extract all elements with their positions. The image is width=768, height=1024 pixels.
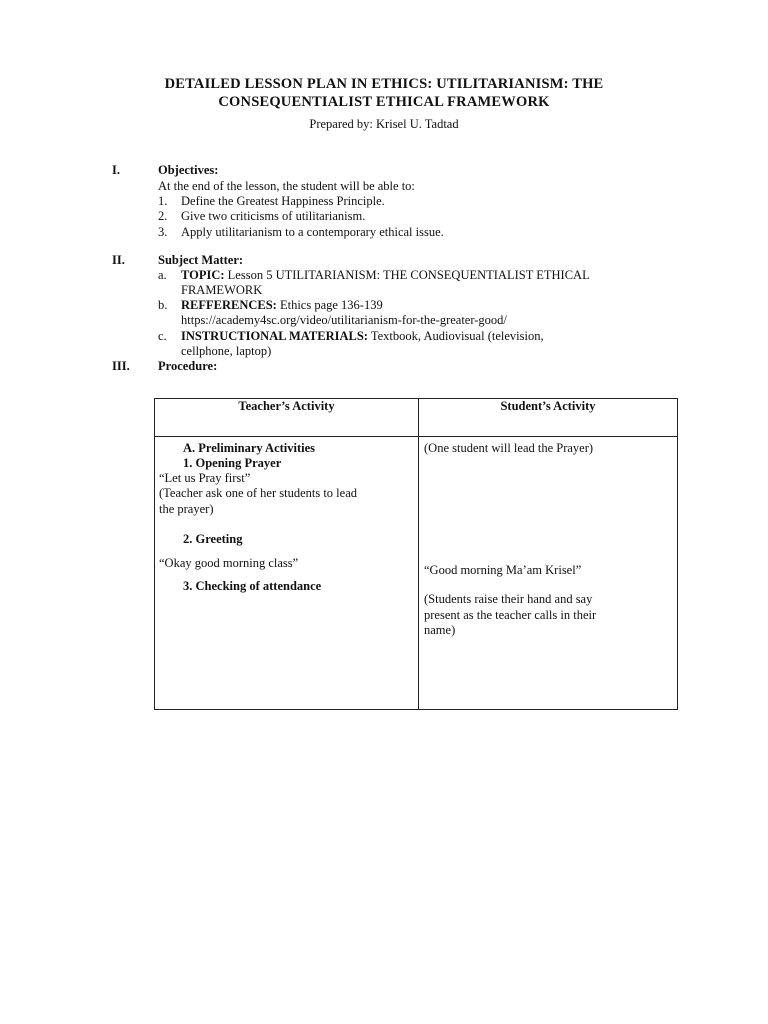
objective-item <box>158 225 444 241</box>
student-activity-cell <box>419 437 678 710</box>
table-row <box>155 437 678 710</box>
procedure-table <box>154 398 678 710</box>
student-prayer: (One student will lead the Prayer) <box>424 441 594 455</box>
topic-row <box>158 268 590 284</box>
objectives-numeral: I. <box>112 163 120 177</box>
teacher-activity-label: Teacher’s Activity <box>238 399 335 413</box>
subject-matter-numeral: II. <box>112 253 125 267</box>
greeting: 2. Greeting <box>183 532 243 546</box>
teacher-activity-header <box>155 399 419 437</box>
references-url: https://academy4sc.org/video/utilitarianism-for-the-greater-good/ <box>181 313 507 327</box>
title-line-2: CONSEQUENTIALIST ETHICAL FRAMEWORK <box>218 94 550 110</box>
references-text: Ethics page 136-139 <box>276 298 383 312</box>
title-line-1: DETAILED LESSON PLAN IN ETHICS: UTILITARIANISM: THE <box>164 76 604 92</box>
procedure-heading: Procedure: <box>158 359 218 373</box>
objective-text: Apply utilitarianism to a contemporary ethical issue. <box>181 225 444 239</box>
student-greeting: “Good morning Ma’am Krisel” <box>424 563 582 577</box>
objectives-intro: At the end of the lesson, the student will be able to: <box>158 179 415 193</box>
procedure-numeral: III. <box>112 359 130 373</box>
subject-matter-heading: Subject Matter: <box>158 253 244 267</box>
topic-text-cont: FRAMEWORK <box>181 283 263 297</box>
student-activity-header <box>419 399 678 437</box>
objective-marker: 3. <box>158 225 168 239</box>
objective-marker: 1. <box>158 194 168 208</box>
topic-text: Lesson 5 UTILITARIANISM: THE CONSEQUENTIALIST ETHICAL <box>224 268 590 282</box>
greeting-quote: “Okay good morning class” <box>159 556 299 570</box>
checking-attendance: 3. Checking of attendance <box>183 579 322 593</box>
pray-quote: “Let us Pray first” <box>159 471 251 485</box>
objectives-heading: Objectives: <box>158 163 219 177</box>
pray-note-line1: (Teacher ask one of her students to lead <box>159 486 358 500</box>
materials-row <box>158 329 544 345</box>
topic-label: TOPIC: <box>181 268 225 282</box>
objective-marker: 2. <box>158 209 168 223</box>
references-row <box>158 298 383 314</box>
student-attendance-line2: present as the teacher calls in their <box>424 608 597 622</box>
objective-text: Give two criticisms of utilitarianism. <box>181 209 366 223</box>
topic-marker: a. <box>158 268 167 282</box>
student-attendance-line1: (Students raise their hand and say <box>424 592 593 606</box>
pray-note-line2: the prayer) <box>159 502 214 516</box>
opening-prayer: 1. Opening Prayer <box>183 456 282 470</box>
student-activity-label: Student’s Activity <box>500 399 596 413</box>
materials-marker: c. <box>158 329 167 343</box>
objective-text: Define the Greatest Happiness Principle. <box>181 194 385 208</box>
table-header-row <box>155 399 678 437</box>
materials-label: INSTRUCTIONAL MATERIALS: <box>181 329 368 343</box>
materials-text-cont: cellphone, laptop) <box>181 344 272 358</box>
objective-item <box>158 209 366 225</box>
materials-text: Textbook, Audiovisual (television, <box>367 329 544 343</box>
teacher-activity-cell <box>155 437 419 710</box>
references-label: REFFERENCES: <box>181 298 277 312</box>
preliminary-activities: A. Preliminary Activities <box>183 441 316 455</box>
document-title <box>0 75 768 111</box>
references-marker: b. <box>158 298 168 312</box>
student-attendance-line3: name) <box>424 623 456 637</box>
objective-item <box>158 194 385 210</box>
prepared-by: Prepared by: Krisel U. Tadtad <box>309 117 459 131</box>
